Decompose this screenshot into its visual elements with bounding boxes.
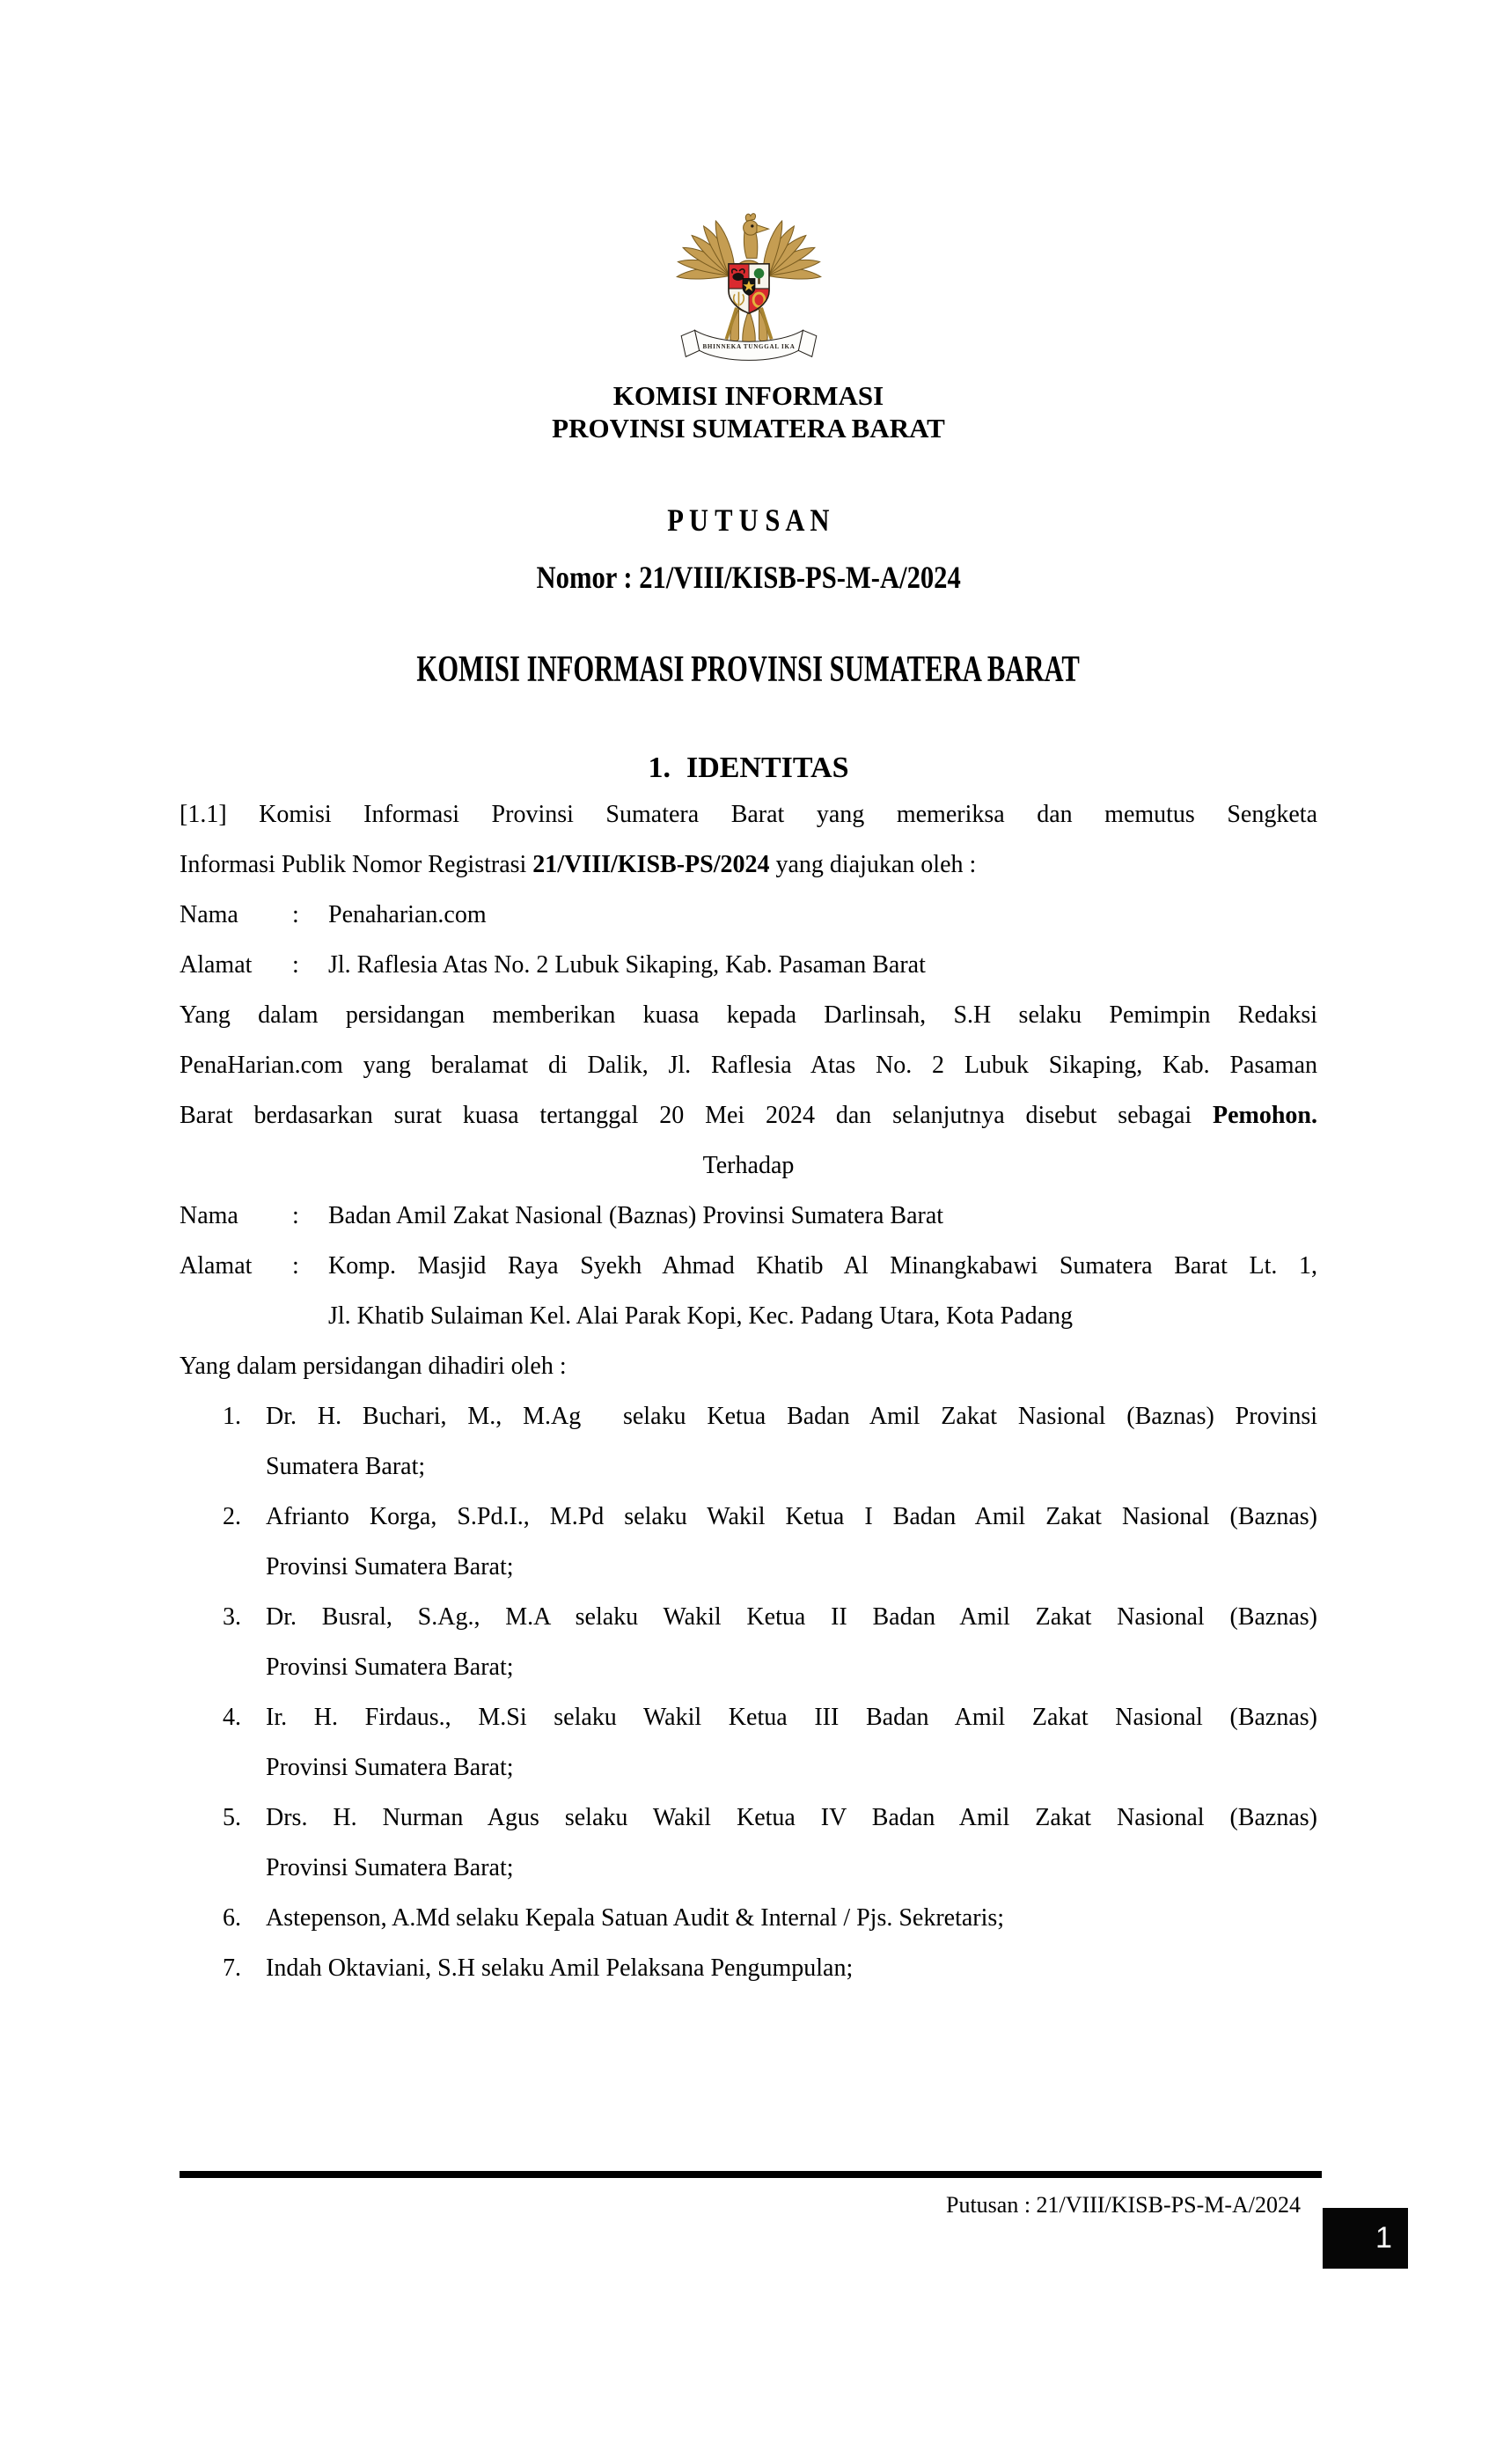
attendee-item — [180, 1391, 1317, 1492]
attendee-number: 7. — [223, 1954, 241, 1982]
attendee-text — [266, 1793, 1317, 1893]
motto-text: BHINNEKA TUNGGAL IKA — [701, 342, 796, 350]
pancasila-shield — [728, 264, 768, 315]
respondent-address-row — [180, 1241, 1317, 1341]
document-number-text: Nomor : 21/VIII/KISB-PS-M-A/2024 — [536, 560, 961, 595]
attendee-number: 2. — [223, 1503, 241, 1530]
document-content — [180, 0, 1317, 1993]
attendee-text — [266, 1592, 1317, 1692]
applicant-address-value: Jl. Raflesia Atas No. 2 Lubuk Sikaping, Kab. Pasaman Barat — [328, 951, 926, 979]
section-title: IDENTITAS — [686, 752, 849, 784]
address-label: Alamat — [180, 1252, 253, 1280]
eagle-head — [743, 214, 768, 259]
attendee-text — [266, 1943, 1317, 1993]
attendee-number: 3. — [223, 1603, 241, 1631]
colon-separator: : — [292, 1202, 299, 1229]
garuda-pancasila-emblem — [664, 201, 833, 381]
attendee-text — [266, 1391, 1317, 1492]
org-name-line1: KOMISI INFORMASI — [612, 380, 884, 411]
attendee-item — [180, 1893, 1317, 1943]
attendee-number: 5. — [223, 1804, 241, 1831]
text-line: Barat berdasarkan surat kuasa tertanggal 20 Mei 2024 dan selanjutnya disebut sebagai Pemohon. — [180, 1102, 1317, 1129]
text-line: Provinsi Sumatera Barat; — [266, 1854, 514, 1881]
name-label: Nama — [180, 901, 238, 928]
text-line: Dr. Busral, S.Ag., M.A selaku Wakil Ketua II Badan Amil Zakat Nasional (Baznas) — [266, 1603, 1317, 1631]
text-line: Jl. Khatib Sulaiman Kel. Alai Parak Kopi, Kec. Padang Utara, Kota Padang — [328, 1302, 1074, 1330]
attendee-number: 6. — [223, 1904, 241, 1932]
body-text — [180, 789, 1317, 1993]
attendee-number: 4. — [223, 1704, 241, 1731]
emblem-container — [180, 201, 1317, 381]
colon-separator: : — [292, 951, 299, 979]
text-line: Provinsi Sumatera Barat; — [266, 1754, 514, 1781]
attendee-item — [180, 1793, 1317, 1893]
respondent-name-row — [180, 1191, 1317, 1241]
text-line: Komp. Masjid Raya Syekh Ahmad Khatib Al Minangkabawi Sumatera Barat Lt. 1, — [328, 1252, 1317, 1280]
text-line: [1.1] Komisi Informasi Provinsi Sumatera Barat yang memeriksa dan memutus Sengketa — [180, 801, 1317, 828]
text-line: Indah Oktaviani, S.H selaku Amil Pelaksana Pengumpulan; — [266, 1954, 854, 1982]
document-title-text: P U T U S A N — [667, 502, 830, 538]
applicant-name-row — [180, 890, 1317, 940]
attendee-text — [266, 1692, 1317, 1793]
text-line: Sumatera Barat; — [266, 1453, 426, 1480]
applicant-address-row — [180, 940, 1317, 990]
attendance-intro: Yang dalam persidangan dihadiri oleh : — [180, 1353, 567, 1380]
respondent-name-value: Badan Amil Zakat Nasional (Baznas) Provinsi Sumatera Barat — [328, 1202, 944, 1229]
text-line: Astepenson, A.Md selaku Kepala Satuan Audit & Internal / Pjs. Sekretaris; — [266, 1904, 1005, 1932]
text-line: Drs. H. Nurman Agus selaku Wakil Ketua IV Badan Amil Zakat Nasional (Baznas) — [266, 1804, 1317, 1831]
page-number-badge — [1323, 2208, 1408, 2269]
issuing-body-title-text: KOMISI INFORMASI PROVINSI SUMATERA BARAT — [416, 649, 1081, 690]
paragraph-proxy — [180, 990, 1317, 1140]
org-name — [180, 379, 1317, 444]
attendee-item — [180, 1492, 1317, 1592]
attendee-text — [266, 1893, 1317, 1943]
attendee-item — [180, 1592, 1317, 1692]
text-line: Afrianto Korga, S.Pd.I., M.Pd selaku Wakil Ketua I Badan Amil Zakat Nasional (Baznas) — [266, 1503, 1317, 1530]
text-line: Dr. H. Buchari, M., M.Ag selaku Ketua Badan Amil Zakat Nasional (Baznas) Provinsi — [266, 1403, 1317, 1430]
document-title — [180, 500, 1317, 540]
text-line: Provinsi Sumatera Barat; — [266, 1654, 514, 1681]
footer-reference: Putusan : 21/VIII/KISB-PS-M-A/2024 — [945, 2192, 1301, 2218]
attendee-item — [180, 1943, 1317, 1993]
footer-rule — [180, 2171, 1322, 2178]
document-number — [180, 557, 1317, 598]
text-line: Provinsi Sumatera Barat; — [266, 1553, 514, 1580]
text-line: Yang dalam persidangan memberikan kuasa kepada Darlinsah, S.H selaku Pemimpin Redaksi — [180, 1001, 1317, 1029]
issuing-body-title — [180, 647, 1317, 693]
paragraph-registration — [180, 789, 1317, 890]
page-number: 1 — [1375, 2221, 1392, 2255]
attendee-item — [180, 1692, 1317, 1793]
name-label: Nama — [180, 1202, 238, 1229]
colon-separator: : — [292, 1252, 299, 1280]
respondent-address-value — [328, 1241, 1317, 1341]
colon-separator: : — [292, 901, 299, 928]
text-line: Ir. H. Firdaus., M.Si selaku Wakil Ketua III Badan Amil Zakat Nasional (Baznas) — [266, 1704, 1317, 1731]
address-label: Alamat — [180, 951, 253, 979]
attendee-number: 1. — [223, 1403, 241, 1430]
attendee-list — [180, 1391, 1317, 1993]
section-number: 1. — [648, 752, 671, 784]
terhadap-divider: Terhadap — [702, 1152, 795, 1179]
text-line: Informasi Publik Nomor Registrasi 21/VIII/KISB-PS/2024 yang diajukan oleh : — [180, 851, 977, 878]
section-heading-identitas — [180, 749, 1317, 788]
text-line: PenaHarian.com yang beralamat di Dalik, Jl. Raflesia Atas No. 2 Lubuk Sikaping, Kab. Pasaman — [180, 1052, 1317, 1079]
org-name-line2: PROVINSI SUMATERA BARAT — [552, 413, 945, 444]
applicant-name-value: Penaharian.com — [328, 901, 487, 928]
attendee-text — [266, 1492, 1317, 1592]
